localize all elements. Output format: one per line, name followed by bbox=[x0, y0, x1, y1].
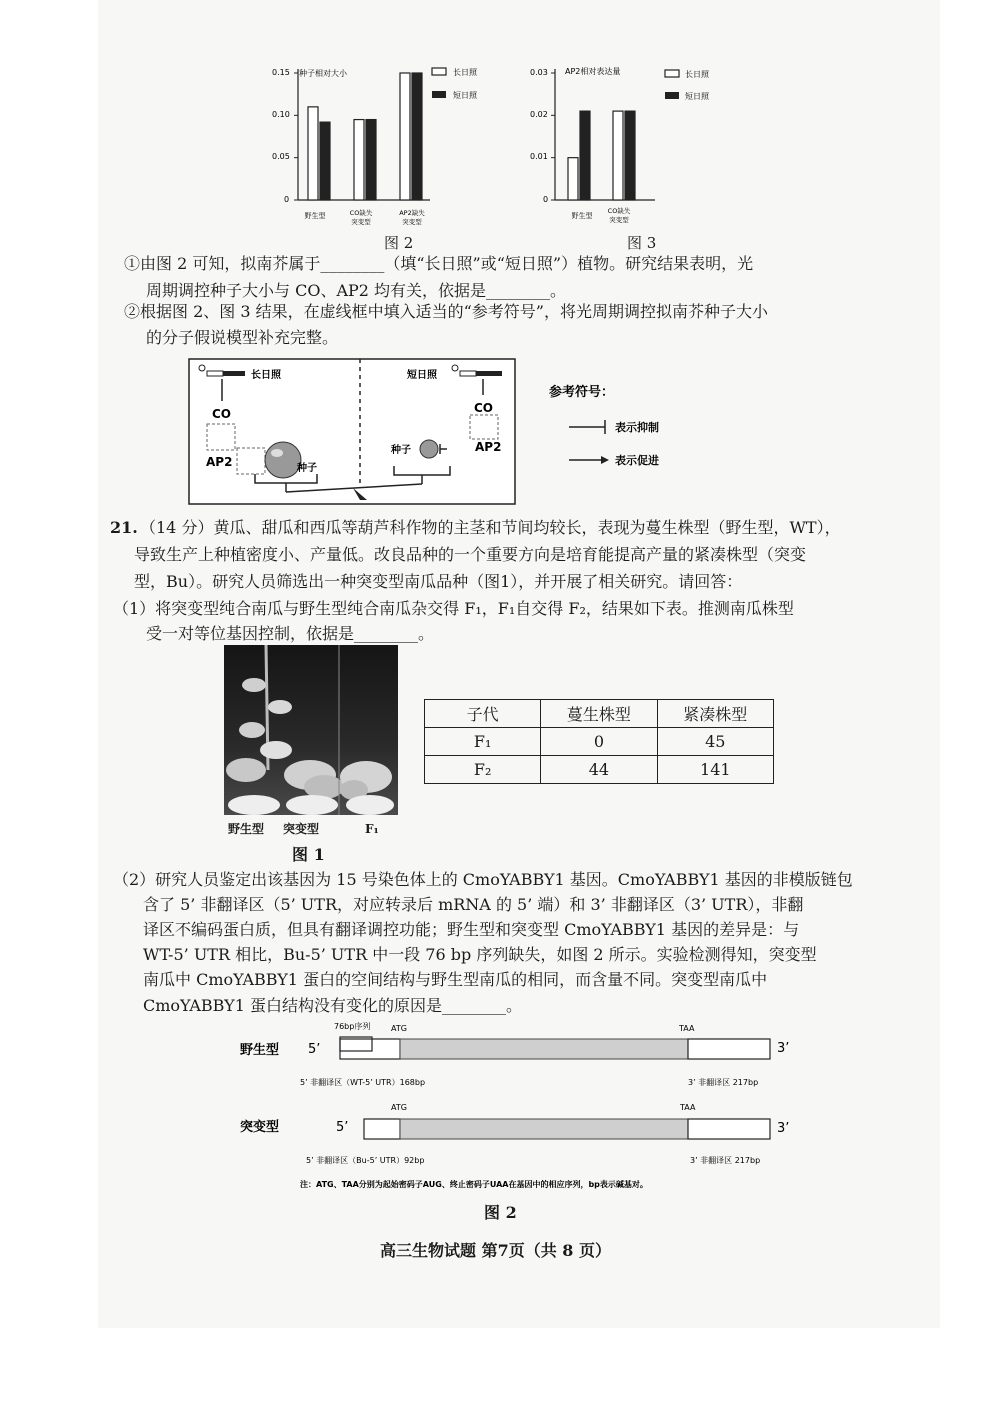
seed-right-label: 种子 bbox=[391, 445, 411, 456]
fig2-legend-long: 长日照 bbox=[453, 68, 477, 77]
mut-5prime: 5’ bbox=[336, 1120, 349, 1135]
fig3-legend-long-swatch bbox=[665, 70, 679, 77]
fig3-legend-long: 长日照 bbox=[685, 70, 709, 79]
leaf bbox=[260, 741, 292, 759]
fig3-xtick: CO缺失突变型 bbox=[607, 207, 631, 224]
figure-1-photo bbox=[224, 645, 398, 815]
seed-left-label: 种子 bbox=[297, 463, 317, 474]
fig2-ytick: 0.05 bbox=[272, 152, 290, 161]
gene-fig-caption: 图 2 bbox=[484, 1203, 517, 1222]
gene-fig-note: 注：ATG、TAA分别为起始密码子AUG、终止密码子UAA在基因中的相应序列，bp表示碱基对。 bbox=[300, 1180, 648, 1189]
blank-box-2[interactable] bbox=[237, 448, 265, 474]
q21-part2-line6: CmoYABBY1 蛋白结构没有变化的原因是________。 bbox=[143, 996, 522, 1015]
mut-label: 突变型 bbox=[240, 1120, 280, 1135]
wt-5utr-box bbox=[340, 1039, 400, 1059]
wt-5utr-label: 5’ 非翻译区（WT-5’ UTR）168bp bbox=[300, 1078, 426, 1087]
figure-3-chart bbox=[525, 58, 740, 233]
table-header: 蔓生株型 bbox=[541, 700, 657, 728]
wt-coding-region bbox=[400, 1039, 688, 1059]
mut-3prime: 3’ bbox=[777, 1121, 790, 1136]
leaf bbox=[239, 722, 265, 738]
light-bar-icon bbox=[460, 371, 476, 376]
wt-3utr-box bbox=[688, 1039, 770, 1059]
fig2-ytick: 0.15 bbox=[272, 68, 290, 77]
q20-sub1-line1: ①由图 2 可知，拟南芥属于________（填“长日照”或“短日照”）植物。研究结果表明，光 bbox=[124, 254, 754, 273]
table-cell: F₂ bbox=[425, 756, 541, 784]
mut-taa: TAA bbox=[680, 1103, 696, 1112]
table-header-row bbox=[425, 700, 774, 728]
ap2-left-label: AP2 bbox=[206, 455, 233, 469]
pot bbox=[228, 795, 280, 815]
leaf bbox=[242, 678, 266, 692]
fig3-legend-short-swatch bbox=[665, 92, 679, 99]
blank-box-3[interactable] bbox=[470, 415, 498, 439]
table-row bbox=[425, 756, 774, 784]
bar-long-day bbox=[400, 73, 410, 200]
mut-5utr-label: 5’ 非翻译区（Bu-5’ UTR）92bp bbox=[306, 1156, 425, 1165]
fig2-xtick: CO缺失突变型 bbox=[349, 209, 373, 226]
fig3-ytick: 0.02 bbox=[530, 110, 548, 119]
co-right-label: CO bbox=[474, 401, 494, 415]
large-seed-icon bbox=[265, 442, 301, 478]
mut-5utr-box bbox=[364, 1119, 400, 1139]
q21-number: 21. bbox=[110, 518, 138, 537]
mut-atg: ATG bbox=[391, 1103, 407, 1112]
fig3-ytick: 0 bbox=[543, 195, 549, 204]
photo-label-wild: 野生型 bbox=[228, 822, 265, 836]
bar-short-day bbox=[412, 73, 422, 200]
gene-structure-figure bbox=[230, 1015, 820, 1193]
wt-3prime: 3’ bbox=[777, 1041, 790, 1056]
leaf bbox=[226, 758, 266, 782]
figure-2-caption: 图 2 bbox=[384, 234, 414, 252]
fig3-legend-short: 短日照 bbox=[685, 92, 709, 101]
q21-part2-line2: 含了 5’ 非翻译区（5’ UTR，对应转录后 mRNA 的 5’ 端）和 3’ 非翻译区（3’ UTR），非翻 bbox=[143, 895, 804, 914]
fig3-xtick: 野生型 bbox=[571, 212, 593, 220]
co-left-label: CO bbox=[212, 407, 232, 421]
promote-arrowhead bbox=[601, 456, 609, 464]
model-frame bbox=[189, 359, 515, 504]
q21-part1-line2: 受一对等位基因控制，依据是________。 bbox=[146, 624, 435, 643]
fig3-ylabel: AP2相对表达量 bbox=[565, 67, 621, 76]
seq76-label: 76bp序列 bbox=[334, 1022, 371, 1031]
table-cell: 45 bbox=[657, 728, 773, 756]
q21-line1: （14 分）黄瓜、甜瓜和西瓜等葫芦科作物的主茎和节间均较长，表现为蔓生株型（野生型，WT）， bbox=[140, 518, 841, 537]
figure-1-caption: 图 1 bbox=[292, 845, 325, 864]
fig2-legend-short: 短日照 bbox=[453, 91, 477, 100]
wt-atg: ATG bbox=[391, 1024, 407, 1033]
wt-label: 野生型 bbox=[240, 1043, 280, 1058]
table-cell: 44 bbox=[541, 756, 657, 784]
mut-3utr-label: 3’ 非翻译区 217bp bbox=[690, 1156, 761, 1165]
wt-5prime: 5’ bbox=[308, 1042, 321, 1057]
page-footer: 高三生物试题 第7页（共 8 页） bbox=[380, 1241, 611, 1260]
fig2-xtick: 野生型 bbox=[304, 212, 326, 220]
ref-promote-label: 表示促进 bbox=[615, 454, 659, 467]
dark-bar-icon bbox=[223, 371, 245, 376]
fig2-xtick: AP2缺失突变型 bbox=[399, 209, 425, 226]
q21-part1-line1: （1）将突变型纯合南瓜与野生型纯合南瓜杂交得 F₁，F₁自交得 F₂，结果如下表。推测南瓜株型 bbox=[113, 599, 794, 618]
fig2-legend-short-swatch bbox=[432, 91, 446, 98]
q21-part2-line5: 南瓜中 CmoYABBY1 蛋白的空间结构与野生型南瓜的相同，而含量不同。突变型南瓜中 bbox=[143, 970, 768, 989]
table-row bbox=[425, 728, 774, 756]
long-day-label: 长日照 bbox=[251, 370, 281, 381]
wt-3utr-label: 3’ 非翻译区 217bp bbox=[688, 1078, 759, 1087]
table-header: 紧凑株型 bbox=[657, 700, 773, 728]
figure-2-chart bbox=[262, 58, 502, 233]
mut-3utr-box bbox=[688, 1119, 770, 1139]
fig2-legend-long-swatch bbox=[432, 68, 446, 75]
light-bar-icon bbox=[207, 371, 223, 376]
table-cell: F₁ bbox=[425, 728, 541, 756]
seed-highlight bbox=[271, 449, 283, 457]
q20-sub2-line2: 的分子假说模型补充完整。 bbox=[146, 328, 339, 347]
pot bbox=[286, 795, 338, 815]
fig3-ytick: 0.03 bbox=[530, 68, 548, 77]
results-table bbox=[424, 699, 774, 784]
bar-long-day bbox=[613, 111, 623, 200]
q21-part2-line3: 译区不编码蛋白质，但具有翻译调控功能；野生型和突变型 CmoYABBY1 基因的差异是：与 bbox=[143, 920, 800, 939]
bar-short-day bbox=[320, 122, 330, 200]
table-header: 子代 bbox=[425, 700, 541, 728]
q21-line3: 型，Bu）。研究人员筛选出一种突变型南瓜品种（图1），并开展了相关研究。请回答： bbox=[134, 572, 743, 591]
q21-part2-line1: （2）研究人员鉴定出该基因为 15 号染色体上的 CmoYABBY1 基因。CmoYABBY1 基因的非模版链包 bbox=[113, 870, 853, 889]
short-day-label: 短日照 bbox=[407, 370, 437, 381]
small-seed-icon bbox=[420, 440, 438, 458]
blank-box-1[interactable] bbox=[207, 424, 235, 450]
ref-inhibit-label: 表示抑制 bbox=[615, 421, 659, 434]
wt-taa: TAA bbox=[679, 1024, 695, 1033]
fig2-ytick: 0 bbox=[284, 195, 290, 204]
q20-sub2-line1: ②根据图 2、图 3 结果，在虚线框中填入适当的“参考符号”，将光周期调控拟南芥种子大小 bbox=[124, 302, 768, 321]
bar-short-day bbox=[580, 111, 590, 200]
fig3-ytick: 0.01 bbox=[530, 152, 548, 161]
plant-photo-illustration bbox=[224, 645, 398, 815]
leaf bbox=[268, 700, 292, 714]
fig2-ytick: 0.10 bbox=[272, 110, 290, 119]
bar-long-day bbox=[354, 120, 364, 200]
figure-3-caption: 图 3 bbox=[627, 234, 657, 252]
q20-sub1-line2: 周期调控种子大小与 CO、AP2 均有关，依据是________。 bbox=[146, 281, 567, 300]
fig2-ylabel: 种子相对大小 bbox=[299, 69, 347, 78]
model-diagram bbox=[185, 355, 685, 507]
bar-short-day bbox=[625, 111, 635, 200]
table-cell: 0 bbox=[541, 728, 657, 756]
dark-bar-icon bbox=[476, 371, 502, 376]
ap2-right-label: AP2 bbox=[475, 440, 502, 454]
photo-label-mutant: 突变型 bbox=[283, 822, 320, 836]
bar-short-day bbox=[366, 120, 376, 200]
q21-line2: 导致生产上种植密度小、产量低。改良品种的一个重要方向是培育能提高产量的紧凑株型（突变 bbox=[134, 545, 807, 564]
table-cell: 141 bbox=[657, 756, 773, 784]
ref-title: 参考符号： bbox=[549, 385, 615, 400]
bar-long-day bbox=[568, 158, 578, 200]
q21-part2-line4: WT-5’ UTR 相比，Bu-5’ UTR 中一段 76 bp 序列缺失，如图 2 所示。实验检测得知，突变型 bbox=[143, 945, 817, 964]
bar-long-day bbox=[308, 107, 318, 200]
pot bbox=[346, 795, 394, 815]
photo-label-f1: F₁ bbox=[365, 822, 379, 836]
mut-coding-region bbox=[400, 1119, 688, 1139]
